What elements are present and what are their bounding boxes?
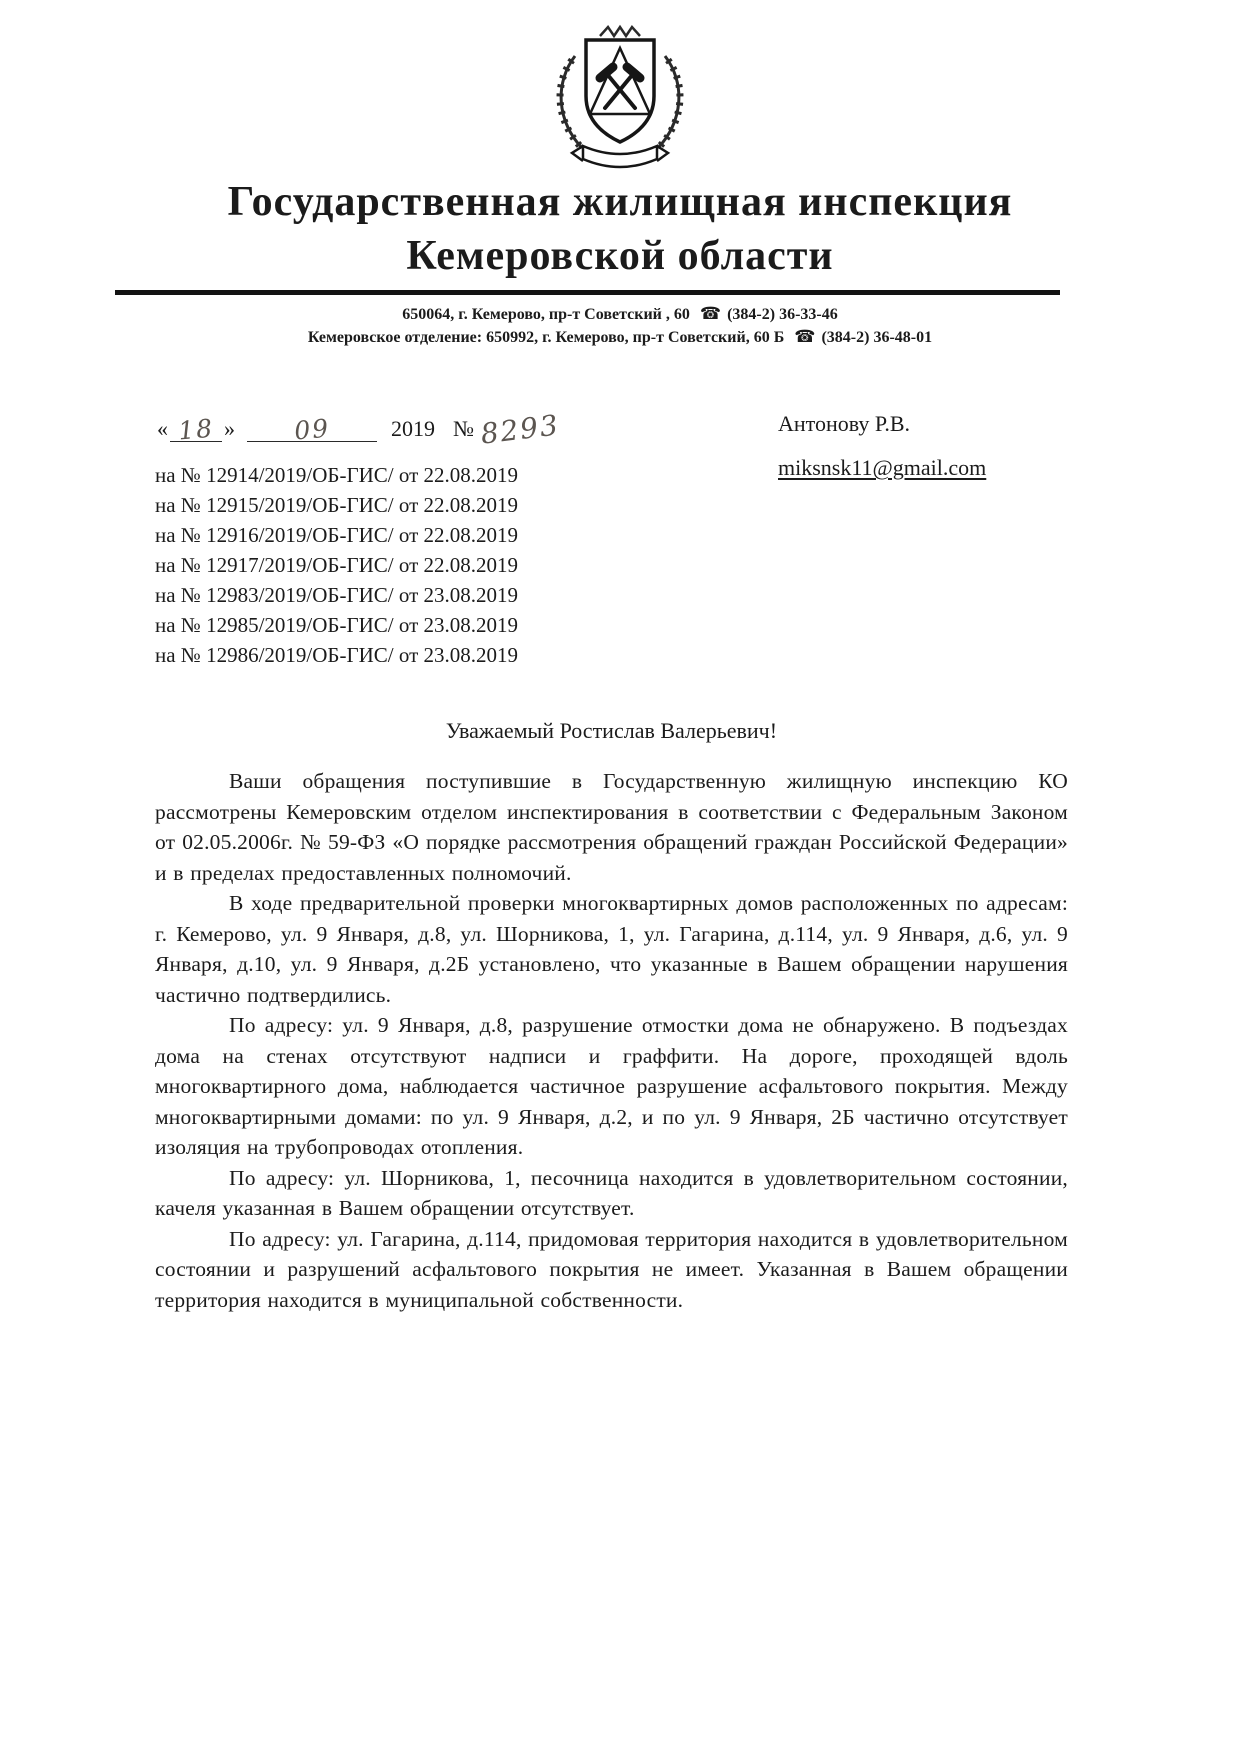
handwritten-outgoing-number: 8293	[478, 408, 562, 451]
reference-item: на № 12986/2019/ОБ-ГИС/ от 23.08.2019	[155, 643, 519, 667]
handwritten-month: 09	[293, 413, 332, 446]
body-paragraph: По адресу: ул. Шорникова, 1, песочница находится в удовлетворительном состоянии, качеля указанная в Вашем обращении отсутствует.	[155, 1165, 1068, 1220]
reference-item: на № 12917/2019/ОБ-ГИС/ от 22.08.2019	[155, 553, 519, 577]
letter-body-area	[0, 409, 1240, 1315]
org-name-line2: Кемеровской области	[406, 233, 834, 279]
date-and-number-line	[155, 408, 715, 451]
handwritten-day: 18	[177, 413, 216, 446]
letter-text	[155, 766, 1068, 1315]
phone-icon: ☎	[794, 327, 816, 347]
phone-icon: ☎	[699, 304, 722, 324]
open-quote: «	[157, 416, 168, 441]
contact-line-2	[0, 326, 1240, 349]
body-paragraph: В ходе предварительной проверки многоквартирных домов расположенных по адресам: г. Кемерово, ул. 9 Января, д.8, ул. Шорникова, 1, ул. Гагарина, д.114, ул. 9 Января, д.6, ул. 9 Января, д.10, ул. 9 Января, д.2Б установлено, что указанные в Вашем обращении нарушения частично подтвердились.	[155, 891, 1068, 1007]
body-paragraph: По адресу: ул. Гагарина, д.114, придомовая территория находится в удовлетворительном состоянии и разрушений асфальтового покрытия не имеет. Указанная в Вашем обращении территория находится в муниципальной собственности.	[155, 1226, 1068, 1312]
reference-item: на № 12915/2019/ОБ-ГИС/ от 22.08.2019	[155, 493, 519, 517]
date-month-field	[247, 412, 377, 446]
contact-address-2: Кемеровское отделение: 650992, г. Кемерово, пр-т Советский, 60 Б	[307, 329, 785, 346]
body-paragraph: По адресу: ул. 9 Января, д.8, разрушение отмостки дома не обнаружено. В подъездах дома на стенах отсутствуют надписи и граффити. На дороге, проходящей вдоль многоквартирного дома, наблюдается частичное разрушение асфальтового покрытия. Между многоквартирными домами: по ул. 9 Января, д.2, и по ул. 9 Января, 2Б частично отсутствует изоляция на трубопроводах отопления.	[155, 1013, 1068, 1159]
date-day-field	[170, 412, 222, 446]
close-quote: »	[224, 416, 235, 441]
reference-item: на № 12916/2019/ОБ-ГИС/ от 22.08.2019	[155, 523, 519, 547]
number-sign: №	[453, 416, 474, 441]
meta-row	[155, 409, 1068, 670]
contact-address-1: 650064, г. Кемерово, пр-т Советский , 60	[402, 306, 690, 323]
reference-list	[155, 460, 715, 670]
date-year: 2019	[391, 416, 435, 441]
recipient-email-link[interactable]: miksnsk11@gmail.com	[778, 455, 987, 480]
recipient-name: Антонову Р.В.	[778, 411, 911, 436]
salutation: Уважаемый Ростислав Валерьевич!	[445, 718, 778, 743]
recipient-block	[778, 409, 1068, 670]
kemerovo-coat-of-arms-icon	[545, 20, 695, 172]
contact-line-1	[0, 303, 1240, 326]
org-name-line1: Государственная жилищная инспекция	[227, 179, 1013, 225]
contact-phone-2: (384-2) 36-48-01	[821, 329, 933, 346]
reference-item: на № 12983/2019/ОБ-ГИС/ от 23.08.2019	[155, 583, 519, 607]
outgoing-meta	[155, 409, 715, 670]
letterhead-divider	[115, 290, 1060, 295]
contact-phone-1: (384-2) 36-33-46	[727, 306, 838, 323]
reference-item: на № 12985/2019/ОБ-ГИС/ от 23.08.2019	[155, 613, 519, 637]
letterhead-emblem	[0, 20, 1240, 172]
body-paragraph: Ваши обращения поступившие в Государственную жилищную инспекцию КО рассмотрены Кемеровским отделом инспектирования в соответствии с Федеральным Законом от 02.05.2006г. № 59-ФЗ «О порядке рассмотрения обращений граждан Российской Федерации» и в пределах предоставленных полномочий.	[155, 769, 1068, 885]
reference-item: на № 12914/2019/ОБ-ГИС/ от 22.08.2019	[155, 463, 519, 487]
